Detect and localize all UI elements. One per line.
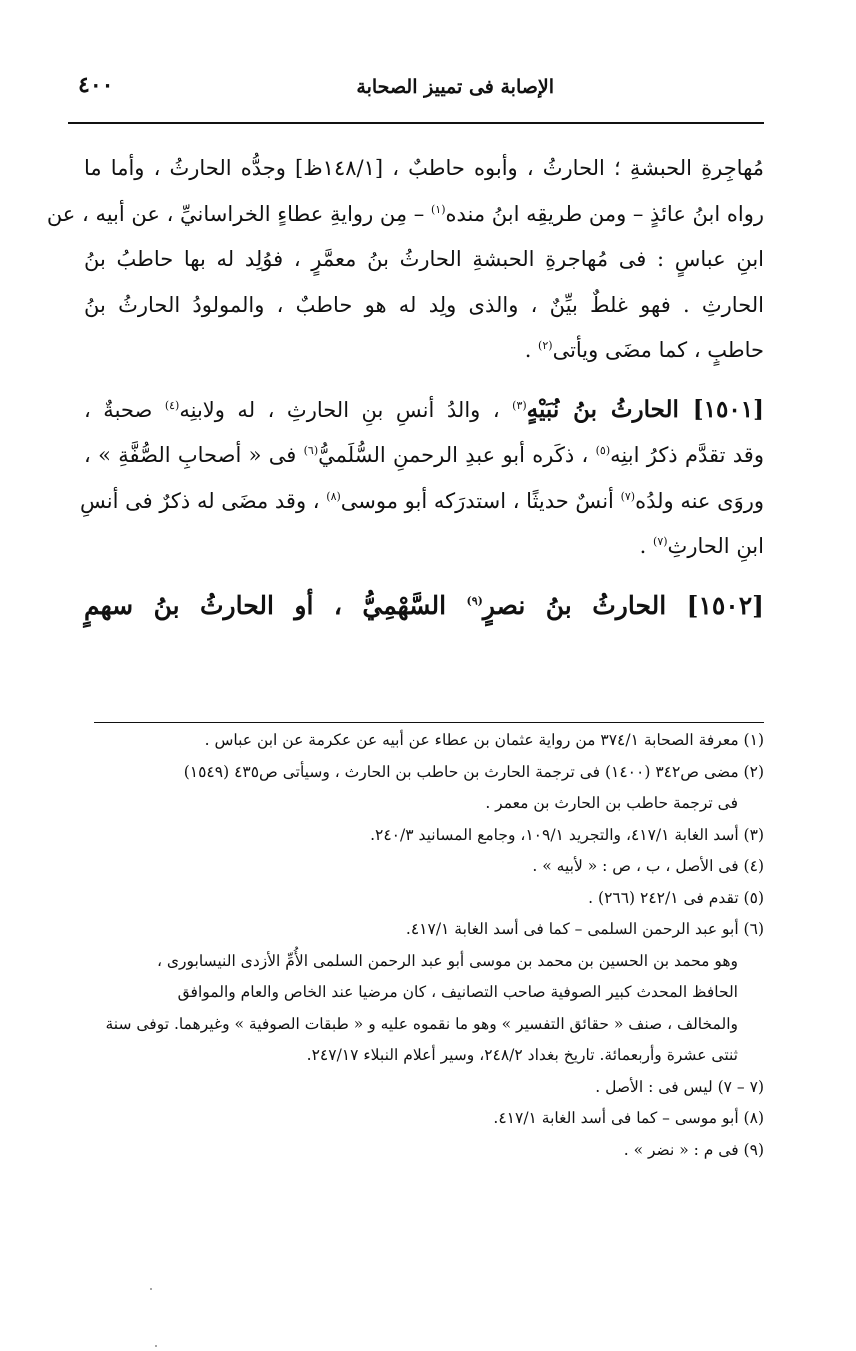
text-line: ابنِ الحارثِ$^{(٧)}$ . [639, 534, 764, 558]
footnote: (٧ – ٧) ليس فى : الأصل . [595, 1077, 764, 1096]
scan-speck [155, 1345, 157, 1347]
footnotes [84, 728, 764, 1169]
footnote: (٣) أسد الغابة ٤١٧/١، والتجريد ١٠٩/١، وجامع المسانيد ٢٤٠/٣. [370, 825, 764, 844]
footnote: (١) معرفة الصحابة ٣٧٤/١ من رواية عثمان بن عطاء عن أبيه عن عكرمة عن ابن عباس . [204, 731, 764, 749]
text-line: وقد تقدَّم ذكرُ ابنِه$^{(٥)}$ ، ذكَره أبو عبدِ الرحمنِ السُّلَميُّ$^{(٦)}$ فى « أصحابِ الصُّفَّةِ » ، [84, 443, 764, 467]
footnote-continuation: والمخالف ، صنف « حقائق التفسير » وهو ما نقموه عليه و « طبقات الصوفية » وغيرهما. توفى سنة [105, 1014, 738, 1033]
footnote: (٥) تقدم فى ٢٤٢/١ (٢٦٦) . [588, 888, 764, 907]
footnote-marker: (٧) [620, 489, 636, 503]
entry-1502-heading: [١٥٠٢] الحارثُ بنُ نصرٍ$^{(٩)}$ السَّهْمِيُّ ، أو الحارثُ بنُ سهمٍ [84, 590, 764, 620]
footnote-marker: (١) [430, 202, 446, 216]
text-line: ابنِ عباسٍ : فى مُهاجرةِ الحبشةِ الحارثُ بنُ معمَّرٍ ، فوُلِد له بها حاطبُ بنُ [84, 247, 764, 271]
header-rule [68, 122, 764, 124]
footnote-marker: (٢) [538, 339, 553, 352]
footnote: (٩) فى م : « نضر » . [623, 1140, 764, 1159]
entry-title: [١٥٠١] الحارثُ بنُ نُبَيْهٍ [526, 395, 764, 423]
page-number: ٤٠٠ [78, 72, 114, 98]
footnote: (٨) أبو موسى – كما فى أسد الغابة ٤١٧/١. [493, 1109, 764, 1127]
footnote: (٤) فى الأصل ، ب ، ص : « لأبيه » . [532, 857, 764, 875]
text-line: رواه ابنُ عائذٍ – ومن طريقِه ابنُ منده$^{(١)}$ – مِن روايةِ عطاءٍ الخراسانيِّ ، عن أبيه ، عن [46, 201, 764, 226]
footnote-rule [94, 722, 764, 723]
footnote: (٦) أبو عبد الرحمن السلمى – كما فى أسد الغابة ٤١٧/١. [405, 920, 764, 938]
book-title: الإصابة فى تمييز الصحابة [356, 76, 554, 98]
footnote-continuation: الحافظ المحدث كبير الصوفية صاحب التصانيف ، كان مرضيا عند الخاص والعام والموافق [177, 983, 738, 1001]
running-header [68, 72, 764, 112]
main-text [46, 152, 764, 635]
footnote-marker: (٣) [512, 398, 527, 412]
footnote-marker: (٩) [466, 594, 483, 608]
text-line: مُهاجِرةِ الحبشةِ ؛ الحارثُ ، وأبوه حاطبٌ ، [١٤٨/١ظ] وجدُّه الحارثُ ، وأما ما [84, 156, 764, 180]
footnote-marker: (٧) [653, 535, 668, 548]
footnote-marker: (٨) [326, 489, 341, 503]
footnote: (٢) مضى ص٣٤٢ (١٤٠٠) فى ترجمة الحارث بن حاطب بن الحارث ، وسيأتى ص٤٣٥ (١٥٤٩) [183, 762, 764, 781]
text-line: الحارثِ . فهو غلطٌ بيِّنٌ ، والذى ولِد له هو حاطبٌ ، والمولودُ الحارثُ بنُ [84, 292, 764, 317]
footnote-continuation: ثنتى عشرة وأربعمائة. تاريخ بغداد ٢٤٨/٢، وسير أعلام النبلاء ٢٤٧/١٧. [306, 1046, 738, 1064]
footnote-marker: (٤) [164, 398, 180, 412]
footnote-continuation: وهو محمد بن الحسين بن محمد بن موسى أبو عبد الرحمن السلمى الأُمِّ الأزدى النيسابورى ، [156, 951, 738, 970]
footnote-marker: (٦) [303, 444, 319, 457]
text-line: حاطبٍ ، كما مضَى ويأتى$^{(٢)}$ . [524, 338, 764, 362]
footnote-continuation: فى ترجمة حاطب بن الحارث بن معمر . [485, 794, 738, 812]
entry-1501-line: [١٥٠١] الحارثُ بنُ نُبَيْهٍ$^{(٣)}$ ، والدُ أنسِ بنِ الحارثِ ، له ولابنِه$^{(٤)}$ صحبةٌ ، [84, 395, 764, 423]
text-line: وروَى عنه ولدُه$^{(٧)}$ أنسٌ حديثًا ، استدرَكه أبو موسى$^{(٨)}$ ، وقد مضَى له ذكرٌ فى أنسِ [79, 488, 764, 513]
scan-speck [150, 1288, 152, 1290]
footnote-marker: (٥) [595, 444, 611, 457]
